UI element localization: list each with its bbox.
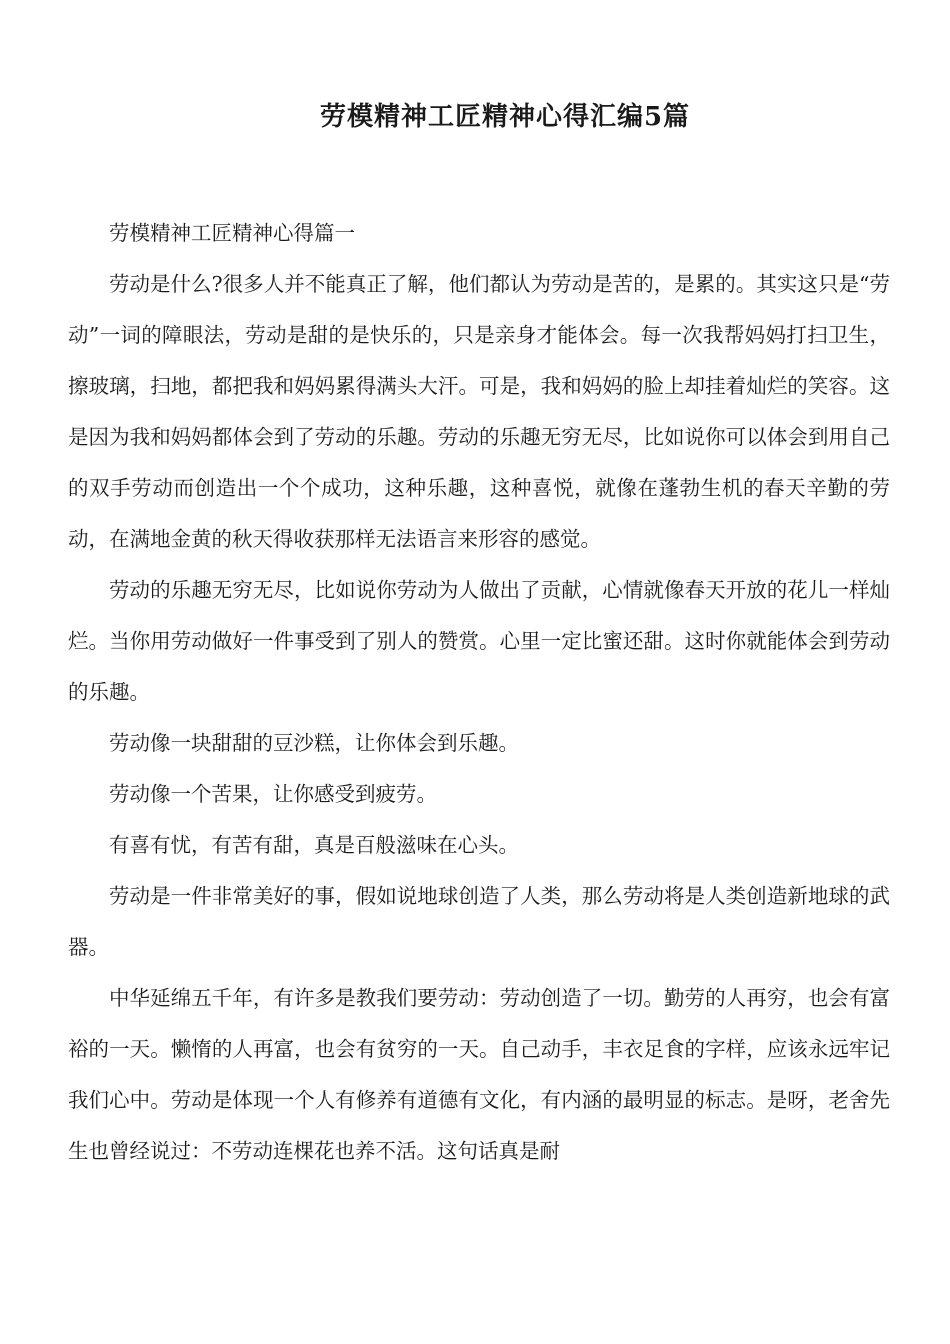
section-heading: 劳模精神工匠精神心得篇一	[109, 221, 355, 245]
document-title: 劳模精神工匠精神心得汇编5篇	[319, 102, 691, 132]
paragraph: 有喜有忧，有苦有甜，真是百般滋味在心头。	[109, 833, 519, 857]
paragraph: 中华延绵五千年，有许多是教我们要劳动：劳动创造了一切。勤劳的人再穷，也会有富裕的一天。懒惰的人再富，也会有贫穷的一天。自己动手，丰衣足食的字样，应该永远牢记我们心中。劳动是体现一个人有修养有道德有文化，有内涵的最明显的标志。是呀，老舍先生也曾经说过：不劳动连棵花也养不活。这句话真是耐	[68, 986, 890, 1163]
paragraph: 劳动像一个苦果，让你感受到疲劳。	[109, 782, 437, 806]
paragraph: 劳动是一件非常美好的事，假如说地球创造了人类，那么劳动将是人类创造新地球的武器。	[68, 884, 890, 959]
paragraph: 劳动的乐趣无穷无尽，比如说你劳动为人做出了贡献，心情就像春天开放的花儿一样灿烂。当你用劳动做好一件事受到了别人的赞赏。心里一定比蜜还甜。这时你就能体会到劳动的乐趣。	[68, 578, 890, 704]
paragraph: 劳动是什么?很多人并不能真正了解，他们都认为劳动是苦的，是累的。其实这只是“劳动”一词的障眼法，劳动是甜的是快乐的，只是亲身才能体会。每一次我帮妈妈打扫卫生，擦玻璃，扫地，都把我和妈妈累得满头大汗。可是，我和妈妈的脸上却挂着灿烂的笑容。这是因为我和妈妈都体会到了劳动的乐趣。劳动的乐趣无穷无尽，比如说你可以体会到用自己的双手劳动而创造出一个个成功，这种乐趣，这种喜悦，就像在蓬勃生机的春天辛勤的劳动，在满地金黄的秋天得收获那样无法语言来形容的感觉。	[68, 272, 890, 551]
document-body	[68, 208, 890, 1177]
paragraph: 劳动像一块甜甜的豆沙糕，让你体会到乐趣。	[109, 731, 519, 755]
